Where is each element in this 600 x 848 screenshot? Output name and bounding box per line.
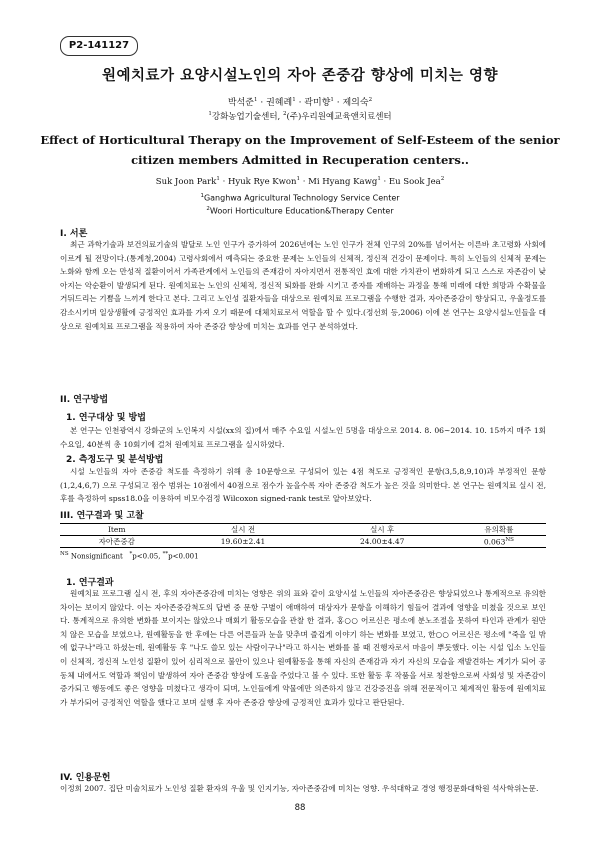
affiliation-korean (0, 110, 600, 122)
authors-english: Suk Joon Park$^1$ · Hyuk Rye Kwon$^1$ · Mi Hyang Kawg$^1$ · Eu Sook Jea$^2$ (155, 176, 445, 187)
author: 권혜례 (266, 98, 293, 108)
table-cell: 24.00±4.47 (359, 537, 405, 546)
note-sup: ** (162, 551, 169, 557)
author-sup: 1 (216, 176, 220, 182)
affil-sup: 2 (282, 111, 287, 118)
note-text: p<0.05, (132, 552, 161, 561)
table-row (60, 536, 546, 548)
author-sup: 2 (368, 97, 373, 103)
title-korean: 원예치료가 요양시설노인의 자아 존중감 향상에 미치는 영향 (102, 67, 498, 84)
paper-code-badge: P2-141127 (60, 36, 138, 56)
table-note (60, 551, 199, 560)
note-sup: NS (60, 551, 69, 557)
affil-text: Ganghwa Agricultural Technology Service Center (203, 193, 400, 203)
table-cell: 자아존중감 (98, 537, 135, 546)
col-header: Item (107, 525, 126, 534)
author: Mi Hyang Kawg (308, 176, 378, 187)
note-sup: * (129, 551, 133, 557)
table-cell: 19.60±2.41 (220, 537, 266, 546)
author: Eu Sook Jea (388, 176, 441, 187)
affil-sup: 1 (200, 193, 204, 199)
author: Suk Joon Park (155, 176, 217, 187)
methods-paragraph-1: 본 연구는 인천광역시 강화군의 노인복지 시설(xx의 집)에서 매주 수요일 시설노인 5명을 대상으로 2014. 8. 06~2014. 10. 15까지 매주 1회 수요일, 40분씩 총 10회기에 걸쳐 원예치료 프로그램을 실시하였다. (60, 426, 546, 449)
note-text: p<0.001 (168, 552, 199, 561)
title-english: Effect of Horticultural Therapy on the Improvement of Self-Esteem of the senior citizen members Admitted in Recuperation centers.. (40, 133, 560, 167)
subheading-methods-2: 2. 측정도구 및 분석방법 (66, 455, 164, 465)
author: 곽미향 (304, 98, 331, 108)
affil-sup: 2 (206, 205, 210, 212)
subheading-results-1: 1. 연구결과 (66, 578, 114, 588)
author: 제의숙 (342, 98, 369, 108)
note-text: Nonsignificant (70, 552, 123, 561)
author-sup: 1 (254, 97, 258, 103)
results-paragraph: 원예치료 프로그램 실시 전, 후의 자아존중감에 미치는 영향은 위의 표와 같이 요양시설 노인들의 자아존중감은 향상되었으나 통계적으로 유의한 차이는 보이지 않았다. 이는 자아존중감척도의 답변 중 문항 구별이 애매하여 대상자가 문항을 이해하기 힘들어 결과에 영향을 미쳤을 것으로 보인다. 통계적으로 유의한 변화를 보이지는 않았으나 매회기 활동모습을 관찰 한 결과, 홍○○ 어르신은 평소에 분노조절을 못하여 타인과 관계가 원만치 않은 모습을 보였으나, 원예활동을 한 후에는 다른 어른들과 눈을 맞추며 즐겁게 이야기 하는 변화를 보였고, 한○○ 어르신은 평소에 "죽을 일 밖에 없구나"라고 하셨는데, 원예활동 후 "나도 쓸모 있는 사람이구나"라고 하시는 변화를 볼 때 진행자로서 마음이 뿌듯했다. 이는 시설 입소 노인들이 신체적, 정신적 노인성 질환이 있어 심리적으로 불안이 있으나 원예활동을 통해 자신의 존재감과 자기 자신의 모습을 재발견하는 계기가 되어 공동체 내에서도 역할과 책임이 발생하여 자아 존중감 향상에 도움을 주었다고 볼 수 있다. 또한 활동 후 작품을 서로 칭찬함으로써 사회성 및 자존감이 증가되고 행동에도 좋은 영향을 미쳤다고 생각이 되며, 노인들에게 약물에만 의존하지 않고 건강증진을 위해 전문적이고 체계적인 활동에 원예치료가 부가되어 긍정적인 역할을 했다고 보며 실행 후 자아 존중감 향상에 긍정적인 효과가 있다고 판단된다. (60, 589, 546, 707)
affil-text: (주)우리원예교육앤치료센터 (286, 112, 392, 122)
heading-results: III. 연구결과 및 고찰 (60, 511, 144, 521)
sig-value: 0.063 (483, 537, 506, 547)
sig-sup: NS (505, 536, 514, 543)
author: Hyuk Rye Kwon (227, 176, 297, 187)
page-number: 88 (294, 803, 306, 813)
author-sup: 1 (377, 176, 381, 182)
table-cell (452, 536, 546, 548)
authors-korean: 박석준$^1$ · 권혜례$^1$ · 곽미향$^1$ · 제의숙$^2$ (227, 97, 373, 108)
table-header-row (60, 524, 546, 536)
affil-text: 강화농업기술센터, (211, 112, 281, 122)
author: 박석준 (227, 98, 255, 108)
intro-paragraph: 최근 과학기술과 보건의료기술의 발달로 노인 인구가 증가하여 2026년에는 노인 인구가 전체 인구의 20%를 넘어서는 이른바 초고령화 사회에 이르게 될 전망이다.(통계청,2004) 고령사회에서 예측되는 중요한 문제는 노인들의 신체적, 정신적 건강이 문제이다. 특히 노인들의 신체적 문제는 노화와 함께 오는 만성적 질환이어서 가족관계에서 노인들의 존재감이 자아지면서 전통적인 효에 대한 가치관이 변화하게 되고 스스로 자존감이 낮아지는 악순환이 발생되게 된다. 원예치료는 노인의 신체적, 정신적 퇴화를 완화 시키고 종자를 재배하는 과정을 통해 미래에 대한 희망과 수확물을 거둬드리는 기쁨을 느끼게 한다고 본다. 그리고 노인성 질환자들을 대상으로 원예치료 프로그램을 수행한 결과, 자아존중감이 향상되고, 우울정도를 감소시키며 일상생활에 긍정적인 효과를 가져 오기 때문에 대체치료로서 역할을 할 수 있다.(정선희 등,2006) 이에 본 연구는 요양시설노인들을 대상으로 원예치료 프로그램을 적용하여 자아 존중감 향상에 미치는 효과를 연구 분석하였다. (60, 240, 546, 331)
methods-paragraph-2: 시설 노인들의 자아 존중감 척도를 측정하기 위해 총 10문항으로 구성되어 있는 4점 척도로 긍정적인 문항(3,5,8,9,10)과 부정적인 문항(1,2,4,6,7) 으로 구성되고 점수 범위는 10점에서 40점으로 점수가 높을수록 자아 존중감 척도가 높은 것을 의미한다. 본 연구는 원예치료 실시 전, 후를 측정하여 spss18.0을 이용하여 비모수검정 Wilcoxon signed-rank test로 알아보았다. (60, 467, 546, 504)
col-header: 유의확률 (484, 525, 514, 534)
heading-methods: II. 연구방법 (60, 395, 109, 405)
col-header: 실시 후 (370, 525, 395, 534)
affil-text: Woori Horticulture Education&Therapy Center (209, 206, 394, 216)
col-header: 실시 전 (230, 525, 256, 534)
affil-line (0, 204, 600, 217)
reference-item: 이정희 2007. 집단 미술치료가 노인성 질환 환자의 우울 및 인지기능, 자아존중감에 미치는 영향. 우석대학교 경영 행정문화대학원 석사학위논문. (60, 784, 539, 793)
author-sup: 2 (440, 176, 445, 182)
author-sup: 1 (292, 97, 296, 103)
heading-references: IV. 인용문헌 (60, 773, 111, 783)
affil-line (0, 191, 600, 204)
affil-sup: 1 (208, 111, 212, 118)
affiliation-english (0, 191, 600, 216)
results-table (60, 523, 546, 548)
author-sup: 1 (330, 97, 334, 103)
author-sup: 1 (296, 176, 301, 182)
heading-intro: I. 서론 (60, 229, 88, 239)
subheading-methods-1: 1. 연구대상 및 방법 (66, 413, 146, 423)
